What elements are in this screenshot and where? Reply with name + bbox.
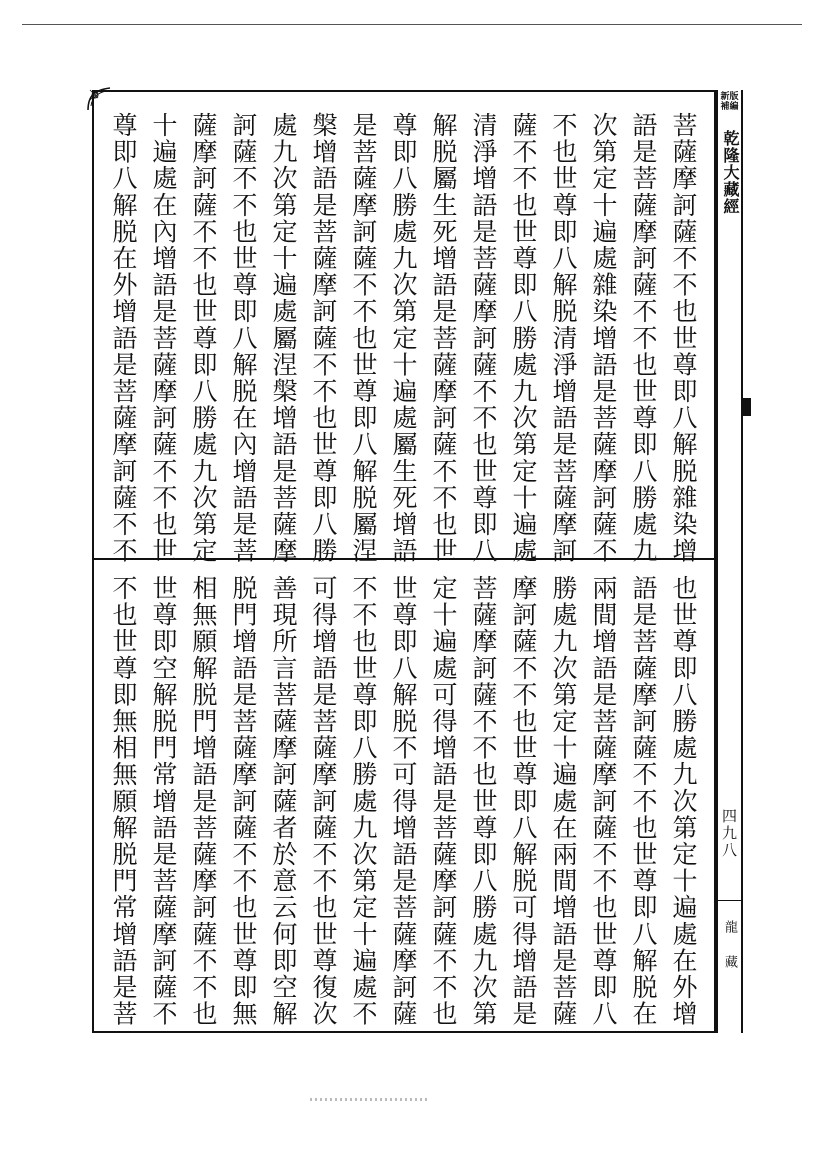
lower-column-12: 脱門增語是菩薩摩訶薩不不也世尊即無: [229, 575, 258, 1028]
upper-column-2: 語是菩薩摩訶薩不不也世尊即八勝處九: [629, 112, 658, 565]
side-panel-rule-right: [741, 90, 743, 1033]
lower-column-3: 兩間增語是菩薩摩訶薩不不也世尊即八: [589, 575, 618, 1028]
lower-column-6: 菩薩摩訶薩不不也世尊即八勝處九次第: [469, 575, 498, 1028]
upper-column-1: 菩薩摩訶薩不不也世尊即八解脱雜染增: [669, 112, 698, 565]
upper-column-13: 薩摩訶薩不不也世尊即八勝處九次第定: [189, 112, 218, 565]
upper-column-7: 解脱屬生死增語是菩薩摩訶薩不不也世: [429, 112, 458, 565]
upper-column-4: 不也世尊即八解脱清淨增語是菩薩摩訶: [549, 112, 578, 565]
upper-column-8: 尊即八勝處九次第定十遍處屬生死增語: [389, 112, 418, 565]
lower-column-11: 善現所言菩薩摩訶薩者於意云何即空解: [269, 575, 298, 1028]
upper-column-11: 處九次第定十遍處屬涅槃增語是菩薩摩: [269, 112, 298, 565]
upper-column-15: 尊即八解脱在外增語是菩薩摩訶薩不不: [109, 112, 138, 565]
lower-column-5: 摩訶薩不不也世尊即八解脱可得增語是: [509, 575, 538, 1028]
upper-column-12: 訶薩不不也世尊即八解脱在內增語是菩: [229, 112, 258, 565]
upper-column-5: 薩不不也世尊即八勝處九次第定十遍處: [509, 112, 538, 565]
lower-column-7: 定十遍處可得增語是菩薩摩訶薩不不也: [429, 575, 458, 1028]
lower-column-9: 不不也世尊即八勝處九次第定十遍處不: [349, 575, 378, 1028]
upper-column-9: 是菩薩摩訶薩不不也世尊即八解脱屬涅: [349, 112, 378, 565]
lower-column-13: 相無願解脱門增語是菩薩摩訶薩不不也: [189, 575, 218, 1028]
upper-column-10: 槃增語是菩薩摩訶薩不不也世尊即八勝: [309, 112, 338, 565]
lower-column-1: 也世尊即八勝處九次第定十遍處在外增: [669, 575, 698, 1028]
upper-column-14: 十遍處在內增語是菩薩摩訶薩不不也世: [149, 112, 178, 565]
page-number-rule: [718, 900, 741, 901]
lower-column-14: 世尊即空解脱門常增語是菩薩摩訶薩不: [149, 575, 178, 1028]
corner-ornament-icon: [86, 86, 112, 112]
scan-smudge: [310, 1098, 430, 1101]
lower-column-10: 可得增語是菩薩摩訶薩不不也世尊復次: [309, 575, 338, 1028]
lower-column-2: 語是菩薩摩訶薩不不也世尊即八解脱在: [629, 575, 658, 1028]
lower-column-4: 勝處九次第定十遍處在兩間增語是菩薩: [549, 575, 578, 1028]
side-panel-rule-left: [716, 90, 718, 1033]
upper-column-6: 清淨增語是菩薩摩訶薩不不也世尊即八: [469, 112, 498, 565]
side-tab-marker: [741, 398, 751, 416]
collection-title: 乾隆大藏經: [721, 130, 740, 215]
lower-column-15: 不也世尊即無相無願解脱門常增語是菩: [109, 575, 138, 1028]
page-top-rule: [22, 24, 802, 25]
upper-column-3: 次第定十遍處雜染增語是菩薩摩訶薩不: [589, 112, 618, 565]
volume-mark: 龍藏: [722, 920, 737, 990]
edition-label: 新版 補編: [720, 92, 739, 112]
lower-column-8: 世尊即八解脱不可得增語是菩薩摩訶薩: [389, 575, 418, 1028]
page-number: 四九八: [720, 808, 738, 859]
